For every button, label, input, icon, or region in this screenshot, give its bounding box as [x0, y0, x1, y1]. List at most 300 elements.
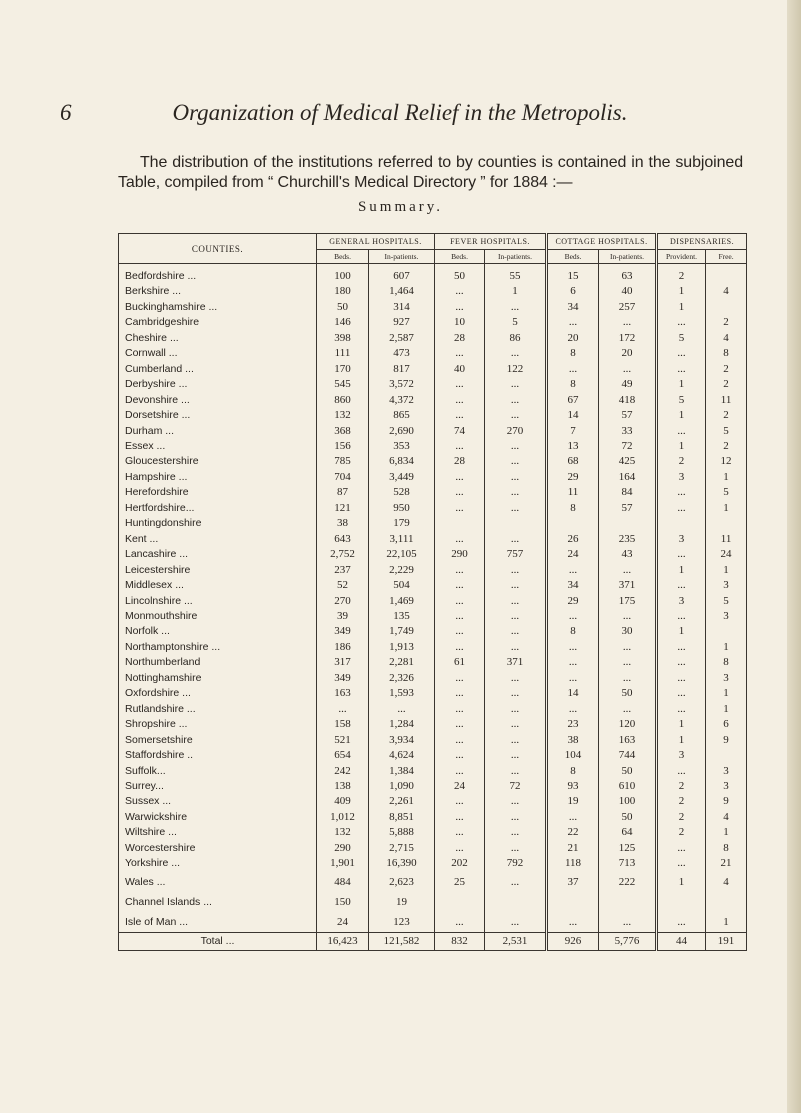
- dispensaries-free: 191: [706, 932, 747, 950]
- cottage-beds: 8: [547, 377, 599, 392]
- county-name: Somersetshire: [119, 733, 317, 748]
- cottage-beds: 8: [547, 624, 599, 639]
- general-inpatients: 865: [369, 408, 435, 423]
- cottage-inpatients: 425: [599, 454, 657, 469]
- cottage-inpatients: 50: [599, 686, 657, 701]
- dispensaries-free: 1: [706, 563, 747, 578]
- county-name: Hertfordshire...: [119, 501, 317, 516]
- dispensaries-provident: 1: [657, 284, 706, 299]
- dispensaries-provident: ...: [657, 655, 706, 670]
- cottage-beds: 23: [547, 717, 599, 732]
- dispensaries-provident: 44: [657, 932, 706, 950]
- cottage-beds: 38: [547, 733, 599, 748]
- dispensaries-free: 3: [706, 609, 747, 624]
- general-beds: 163: [317, 686, 369, 701]
- table-row: [119, 485, 747, 500]
- dispensaries-provident: 2: [657, 794, 706, 809]
- dispensaries-provident: 5: [657, 393, 706, 408]
- cottage-beds: ...: [547, 640, 599, 655]
- cottage-beds: ...: [547, 702, 599, 717]
- dispensaries-free: 5: [706, 485, 747, 500]
- table-row: [119, 856, 747, 871]
- fever-inpatients: ...: [485, 825, 547, 840]
- dispensaries-free: 2: [706, 362, 747, 377]
- table-row: [119, 532, 747, 547]
- table-row: [119, 717, 747, 732]
- county-name: Wiltshire ...: [119, 825, 317, 840]
- dispensaries-provident: 1: [657, 624, 706, 639]
- fever-inpatients: ...: [485, 470, 547, 485]
- fever-inpatients: ...: [485, 810, 547, 825]
- fever-inpatients: 792: [485, 856, 547, 871]
- table-row: [119, 300, 747, 315]
- cottage-inpatients: ...: [599, 563, 657, 578]
- fever-beds: ...: [435, 563, 485, 578]
- cottage-inpatients: ...: [599, 609, 657, 624]
- table-row: [119, 547, 747, 562]
- fever-beds: ...: [435, 717, 485, 732]
- dispensaries-free: 1: [706, 702, 747, 717]
- fever-beds: ...: [435, 841, 485, 856]
- cottage-beds: 68: [547, 454, 599, 469]
- table-row: [119, 671, 747, 686]
- fever-inpatients: ...: [485, 408, 547, 423]
- cottage-inpatients: 125: [599, 841, 657, 856]
- general-beds: 180: [317, 284, 369, 299]
- dispensaries-free: 11: [706, 532, 747, 547]
- county-name: Hampshire ...: [119, 470, 317, 485]
- cottage-inpatients: ...: [599, 655, 657, 670]
- general-inpatients: 179: [369, 516, 435, 531]
- fever-beds: ...: [435, 393, 485, 408]
- dispensaries-provident: 1: [657, 733, 706, 748]
- dispensaries-free: 21: [706, 856, 747, 871]
- fever-beds: 10: [435, 315, 485, 330]
- dispensaries-provident: ...: [657, 912, 706, 933]
- fever-inpatients: [485, 892, 547, 912]
- fever-beds: 50: [435, 264, 485, 285]
- general-beds: 2,752: [317, 547, 369, 562]
- general-beds: 349: [317, 624, 369, 639]
- general-beds: 237: [317, 563, 369, 578]
- dispensaries-free: 9: [706, 733, 747, 748]
- cottage-inpatients: 222: [599, 872, 657, 892]
- fever-beds: 832: [435, 932, 485, 950]
- fever-inpatients: [485, 516, 547, 531]
- general-beds: 38: [317, 516, 369, 531]
- county-name: Northumberland: [119, 655, 317, 670]
- dispensaries-free: 8: [706, 841, 747, 856]
- table-row: [119, 439, 747, 454]
- counties-header: COUNTIES.: [119, 234, 317, 264]
- fever-beds: ...: [435, 810, 485, 825]
- fever-inpatients: ...: [485, 439, 547, 454]
- fever-inpatients: ...: [485, 532, 547, 547]
- sub-header: In-patients.: [599, 250, 657, 264]
- general-inpatients: 2,623: [369, 872, 435, 892]
- cottage-beds: 20: [547, 331, 599, 346]
- county-name: Cumberland ...: [119, 362, 317, 377]
- dispensaries-provident: 3: [657, 470, 706, 485]
- fever-beds: 61: [435, 655, 485, 670]
- dispensaries-provident: 2: [657, 454, 706, 469]
- dispensaries-free: 1: [706, 912, 747, 933]
- cottage-beds: 93: [547, 779, 599, 794]
- dispensaries-provident: 3: [657, 532, 706, 547]
- dispensaries-provident: 2: [657, 779, 706, 794]
- county-name: Cornwall ...: [119, 346, 317, 361]
- general-beds: 242: [317, 764, 369, 779]
- cottage-inpatients: ...: [599, 671, 657, 686]
- table-row: [119, 424, 747, 439]
- county-name: Bedfordshire ...: [119, 264, 317, 285]
- dispensaries-free: 5: [706, 594, 747, 609]
- county-name: Derbyshire ...: [119, 377, 317, 392]
- fever-beds: ...: [435, 825, 485, 840]
- general-inpatients: 1,090: [369, 779, 435, 794]
- fever-beds: ...: [435, 912, 485, 933]
- sub-header: Free.: [706, 250, 747, 264]
- dispensaries-provident: ...: [657, 686, 706, 701]
- table-row: [119, 733, 747, 748]
- county-name: Total ...: [119, 932, 317, 950]
- cottage-inpatients: 30: [599, 624, 657, 639]
- cottage-inpatients: 610: [599, 779, 657, 794]
- county-name: Huntingdonshire: [119, 516, 317, 531]
- table-row: [119, 841, 747, 856]
- county-name: Isle of Man ...: [119, 912, 317, 933]
- cottage-beds: 24: [547, 547, 599, 562]
- fever-inpatients: ...: [485, 563, 547, 578]
- cottage-inpatients: 50: [599, 810, 657, 825]
- table-row: [119, 454, 747, 469]
- cottage-beds: 13: [547, 439, 599, 454]
- cottage-inpatients: ...: [599, 362, 657, 377]
- cottage-inpatients: 172: [599, 331, 657, 346]
- cottage-beds: ...: [547, 609, 599, 624]
- general-inpatients: 3,449: [369, 470, 435, 485]
- county-name: Dorsetshire ...: [119, 408, 317, 423]
- fever-beds: ...: [435, 346, 485, 361]
- fever-beds: [435, 892, 485, 912]
- cottage-inpatients: 40: [599, 284, 657, 299]
- dispensaries-free: 2: [706, 408, 747, 423]
- cottage-beds: 37: [547, 872, 599, 892]
- fever-beds: 24: [435, 779, 485, 794]
- general-beds: 1,012: [317, 810, 369, 825]
- table-row: [119, 408, 747, 423]
- dispensaries-provident: 5: [657, 331, 706, 346]
- cottage-beds: 14: [547, 408, 599, 423]
- general-beds: 521: [317, 733, 369, 748]
- cottage-beds: 22: [547, 825, 599, 840]
- general-inpatients: 528: [369, 485, 435, 500]
- cottage-inpatients: 175: [599, 594, 657, 609]
- dispensaries-provident: ...: [657, 609, 706, 624]
- general-inpatients: 950: [369, 501, 435, 516]
- dispensaries-free: 3: [706, 671, 747, 686]
- dispensaries-provident: ...: [657, 315, 706, 330]
- cottage-inpatients: 713: [599, 856, 657, 871]
- cottage-inpatients: ...: [599, 702, 657, 717]
- general-inpatients: 353: [369, 439, 435, 454]
- dispensaries-provident: 2: [657, 810, 706, 825]
- page-header: [0, 100, 801, 140]
- cottage-inpatients: 64: [599, 825, 657, 840]
- cottage-beds: 34: [547, 578, 599, 593]
- general-inpatients: 5,888: [369, 825, 435, 840]
- fever-beds: [435, 516, 485, 531]
- dispensaries-provident: 1: [657, 408, 706, 423]
- general-inpatients: 817: [369, 362, 435, 377]
- cottage-beds: ...: [547, 912, 599, 933]
- cottage-inpatients: [599, 892, 657, 912]
- general-inpatients: 504: [369, 578, 435, 593]
- general-beds: 156: [317, 439, 369, 454]
- dispensaries-free: [706, 300, 747, 315]
- table-row: [119, 331, 747, 346]
- table-row: [119, 470, 747, 485]
- general-beds: 50: [317, 300, 369, 315]
- cottage-beds: ...: [547, 563, 599, 578]
- general-beds: 1,901: [317, 856, 369, 871]
- table-row: [119, 640, 747, 655]
- general-inpatients: 6,834: [369, 454, 435, 469]
- cottage-beds: 8: [547, 501, 599, 516]
- county-name: Buckinghamshire ...: [119, 300, 317, 315]
- general-beds: 654: [317, 748, 369, 763]
- fever-beds: ...: [435, 686, 485, 701]
- fever-inpatients: ...: [485, 594, 547, 609]
- dispensaries-provident: 1: [657, 377, 706, 392]
- general-beds: 484: [317, 872, 369, 892]
- general-beds: 52: [317, 578, 369, 593]
- general-inpatients: 2,229: [369, 563, 435, 578]
- fever-inpatients: ...: [485, 640, 547, 655]
- county-name: Warwickshire: [119, 810, 317, 825]
- fever-beds: ...: [435, 439, 485, 454]
- general-inpatients: 1,749: [369, 624, 435, 639]
- cottage-inpatients: 57: [599, 501, 657, 516]
- fever-inpatients: 122: [485, 362, 547, 377]
- general-beds: 132: [317, 408, 369, 423]
- county-name: Rutlandshire ...: [119, 702, 317, 717]
- general-beds: 121: [317, 501, 369, 516]
- table-row: [119, 362, 747, 377]
- fever-beds: 290: [435, 547, 485, 562]
- fever-beds: 28: [435, 331, 485, 346]
- table-row: [119, 794, 747, 809]
- fever-inpatients: ...: [485, 393, 547, 408]
- cottage-inpatients: 235: [599, 532, 657, 547]
- table-row: [119, 810, 747, 825]
- dispensaries-free: 2: [706, 439, 747, 454]
- fever-beds: ...: [435, 764, 485, 779]
- general-beds: 100: [317, 264, 369, 285]
- cottage-inpatients: 164: [599, 470, 657, 485]
- general-inpatients: 4,624: [369, 748, 435, 763]
- table-row: [119, 264, 747, 285]
- table-row: [119, 655, 747, 670]
- county-name: Oxfordshire ...: [119, 686, 317, 701]
- fever-beds: ...: [435, 532, 485, 547]
- general-beds: 16,423: [317, 932, 369, 950]
- cottage-inpatients: 20: [599, 346, 657, 361]
- general-inpatients: 3,572: [369, 377, 435, 392]
- fever-inpatients: ...: [485, 671, 547, 686]
- dispensaries-free: [706, 516, 747, 531]
- summary-table: [118, 233, 747, 951]
- cottage-beds: ...: [547, 671, 599, 686]
- cottage-inpatients: 63: [599, 264, 657, 285]
- county-name: Staffordshire ..: [119, 748, 317, 763]
- general-beds: ...: [317, 702, 369, 717]
- county-name: Middlesex ...: [119, 578, 317, 593]
- general-beds: 150: [317, 892, 369, 912]
- dispensaries-provident: 1: [657, 300, 706, 315]
- cottage-inpatients: 418: [599, 393, 657, 408]
- dispensaries-provident: 1: [657, 439, 706, 454]
- dispensaries-provident: ...: [657, 501, 706, 516]
- general-beds: 349: [317, 671, 369, 686]
- fever-beds: 40: [435, 362, 485, 377]
- general-inpatients: 19: [369, 892, 435, 912]
- general-beds: 368: [317, 424, 369, 439]
- general-inpatients: 3,111: [369, 532, 435, 547]
- county-name: Sussex ...: [119, 794, 317, 809]
- dispensaries-free: 1: [706, 686, 747, 701]
- general-inpatients: 16,390: [369, 856, 435, 871]
- table-row: [119, 872, 747, 892]
- general-inpatients: 8,851: [369, 810, 435, 825]
- table-row: [119, 686, 747, 701]
- cottage-inpatients: 744: [599, 748, 657, 763]
- cottage-beds: 29: [547, 594, 599, 609]
- cottage-beds: 21: [547, 841, 599, 856]
- cottage-inpatients: 84: [599, 485, 657, 500]
- fever-beds: ...: [435, 485, 485, 500]
- general-beds: 409: [317, 794, 369, 809]
- fever-inpatients: ...: [485, 872, 547, 892]
- summary-heading: Summary.: [357, 199, 444, 215]
- cottage-beds: ...: [547, 810, 599, 825]
- general-beds: 643: [317, 532, 369, 547]
- dispensaries-header: DISPENSARIES.: [657, 234, 747, 250]
- fever-beds: ...: [435, 578, 485, 593]
- county-name: Shropshire ...: [119, 717, 317, 732]
- dispensaries-provident: ...: [657, 702, 706, 717]
- fever-beds: ...: [435, 501, 485, 516]
- cottage-inpatients: ...: [599, 315, 657, 330]
- general-beds: 158: [317, 717, 369, 732]
- county-name: Kent ...: [119, 532, 317, 547]
- table-row: [119, 748, 747, 763]
- table-row: [119, 377, 747, 392]
- fever-inpatients: ...: [485, 912, 547, 933]
- county-name: Wales ...: [119, 872, 317, 892]
- cottage-inpatients: [599, 516, 657, 531]
- county-name: Lancashire ...: [119, 547, 317, 562]
- fever-inpatients: ...: [485, 748, 547, 763]
- general-inpatients: ...: [369, 702, 435, 717]
- table-row: [119, 702, 747, 717]
- total-row: [119, 932, 747, 950]
- general-beds: 317: [317, 655, 369, 670]
- general-beds: 138: [317, 779, 369, 794]
- table-row: [119, 825, 747, 840]
- cottage-beds: 19: [547, 794, 599, 809]
- table-row: [119, 609, 747, 624]
- fever-beds: 202: [435, 856, 485, 871]
- fever-inpatients: ...: [485, 346, 547, 361]
- cottage-beds: 26: [547, 532, 599, 547]
- dispensaries-provident: 3: [657, 594, 706, 609]
- fever-beds: ...: [435, 702, 485, 717]
- fever-beds: ...: [435, 284, 485, 299]
- dispensaries-free: 3: [706, 779, 747, 794]
- fever-beds: ...: [435, 609, 485, 624]
- general-beds: 398: [317, 331, 369, 346]
- cottage-beds: 29: [547, 470, 599, 485]
- fever-inpatients: ...: [485, 733, 547, 748]
- cottage-inpatients: 33: [599, 424, 657, 439]
- county-name: Channel Islands ...: [119, 892, 317, 912]
- dispensaries-provident: ...: [657, 764, 706, 779]
- dispensaries-free: [706, 624, 747, 639]
- cottage-beds: 15: [547, 264, 599, 285]
- county-name: Gloucestershire: [119, 454, 317, 469]
- general-beds: 860: [317, 393, 369, 408]
- fever-inpatients: 757: [485, 547, 547, 562]
- fever-inpatients: ...: [485, 717, 547, 732]
- fever-inpatients: ...: [485, 841, 547, 856]
- table-row: [119, 315, 747, 330]
- general-beds: 785: [317, 454, 369, 469]
- dispensaries-free: 3: [706, 764, 747, 779]
- cottage-beds: 6: [547, 284, 599, 299]
- dispensaries-free: 5: [706, 424, 747, 439]
- dispensaries-provident: ...: [657, 640, 706, 655]
- dispensaries-provident: ...: [657, 671, 706, 686]
- cottage-inpatients: 72: [599, 439, 657, 454]
- dispensaries-free: 4: [706, 810, 747, 825]
- fever-inpatients: ...: [485, 609, 547, 624]
- cottage-inpatients: 371: [599, 578, 657, 593]
- general-beds: 87: [317, 485, 369, 500]
- sub-header: Beds.: [435, 250, 485, 264]
- fever-beds: 74: [435, 424, 485, 439]
- table-row: [119, 284, 747, 299]
- sub-header: Provident.: [657, 250, 706, 264]
- fever-inpatients: 1: [485, 284, 547, 299]
- table-row: [119, 624, 747, 639]
- fever-beds: ...: [435, 470, 485, 485]
- dispensaries-free: 11: [706, 393, 747, 408]
- table-row: [119, 594, 747, 609]
- fever-beds: 28: [435, 454, 485, 469]
- fever-inpatients: ...: [485, 300, 547, 315]
- cottage-inpatients: 49: [599, 377, 657, 392]
- table-row: [119, 516, 747, 531]
- general-beds: 545: [317, 377, 369, 392]
- dispensaries-free: 8: [706, 655, 747, 670]
- dispensaries-free: 8: [706, 346, 747, 361]
- table-row: [119, 346, 747, 361]
- fever-inpatients: ...: [485, 764, 547, 779]
- county-name: Devonshire ...: [119, 393, 317, 408]
- cottage-beds: 11: [547, 485, 599, 500]
- table-row: [119, 563, 747, 578]
